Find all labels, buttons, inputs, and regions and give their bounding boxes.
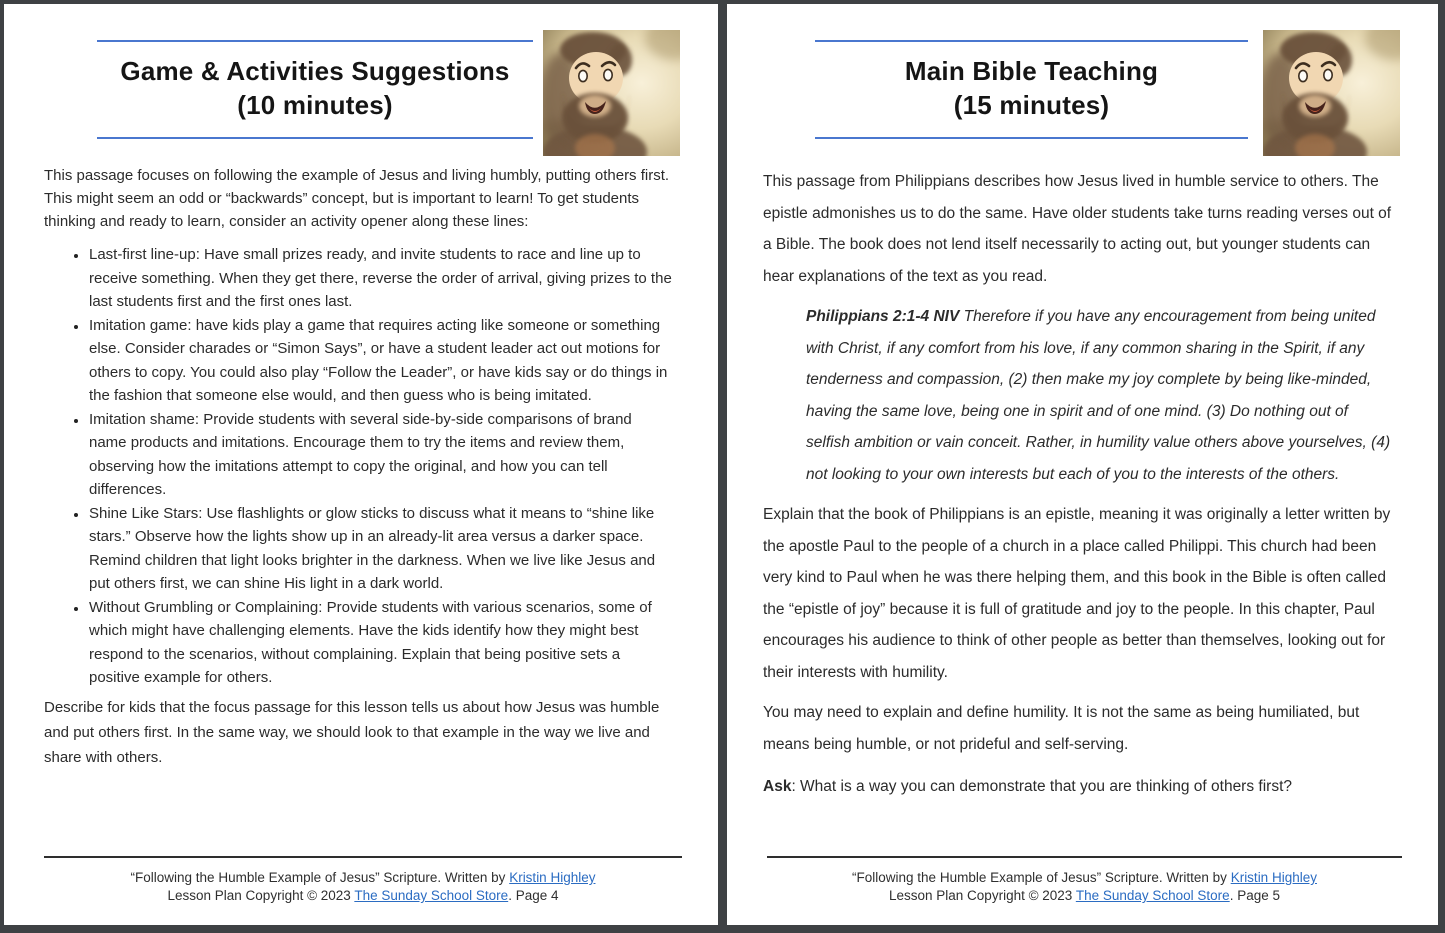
store-link[interactable]: The Sunday School Store bbox=[354, 888, 509, 903]
ask-paragraph bbox=[763, 771, 1396, 803]
document-page-5 bbox=[727, 4, 1438, 925]
page-footer bbox=[767, 856, 1402, 905]
author-link[interactable]: Kristin Highley bbox=[1230, 870, 1317, 885]
footer-copyright-text: Lesson Plan Copyright © 2023 bbox=[889, 888, 1076, 903]
store-link[interactable]: The Sunday School Store bbox=[1075, 888, 1230, 903]
page-title-line2: (15 minutes) bbox=[953, 90, 1110, 120]
footer-copyright-text: Lesson Plan Copyright © 2023 bbox=[167, 888, 355, 903]
footer-line-2 bbox=[44, 887, 682, 905]
header-rule-bottom bbox=[815, 137, 1248, 139]
page-title-line2: (10 minutes) bbox=[237, 90, 393, 120]
page-title-line1: Main Bible Teaching bbox=[904, 56, 1159, 86]
ask-label: Ask bbox=[763, 778, 792, 795]
footer-credit-text: “Following the Humble Example of Jesus” Scripture. Written by bbox=[130, 870, 510, 885]
page-title bbox=[97, 42, 533, 137]
list-item: • Shine Like Stars: Use flashlights or glow sticks to discuss what it means to “shine like stars.” Observe how the lights show up in an already-lit area versus a darker space. Remind children that light looks brighter in the darkness. When we live like Jesus and put others first, we can shine His light in a dark world. bbox=[88, 502, 672, 596]
ask-question: : What is a way you can demonstrate that you are thinking of others first? bbox=[791, 778, 1292, 795]
page-content bbox=[727, 166, 1438, 803]
footer-credit-text: “Following the Humble Example of Jesus” Scripture. Written by bbox=[852, 870, 1231, 885]
footer-line-1 bbox=[44, 869, 682, 887]
title-block bbox=[97, 40, 533, 139]
page-footer bbox=[44, 856, 682, 905]
bearded-man-illustration bbox=[1263, 30, 1400, 156]
bearded-man-illustration bbox=[543, 30, 680, 156]
document-page-4 bbox=[4, 4, 718, 925]
title-block bbox=[815, 40, 1248, 139]
page-number: . Page 4 bbox=[508, 888, 559, 903]
activity-list bbox=[44, 243, 672, 690]
author-link[interactable]: Kristin Highley bbox=[509, 870, 596, 885]
list-item: • Without Grumbling or Complaining: Provide students with various scenarios, some of which might have challenging elements. Have the kids identify how they might best respond to the scenarios, without complaining. Explain that being positive sets a positive example for others. bbox=[88, 596, 672, 690]
humility-paragraph: You may need to explain and define humility. It is not the same as being humiliated, but means being humble, or not prideful and self-serving. bbox=[763, 704, 1360, 753]
page-header bbox=[727, 4, 1438, 162]
page-number: . Page 5 bbox=[1229, 888, 1280, 903]
footer-line-2 bbox=[767, 887, 1402, 905]
list-item: • Imitation game: have kids play a game that requires acting like someone or something else. Consider charades or “Simon Says”, or have a student leader act out motions for others to copy. You could also play “Follow the Leader”, or have kids say or do things in the fashion that someone else would, and then guess who is being imitated. bbox=[88, 314, 672, 408]
footer-divider bbox=[767, 856, 1402, 858]
explain-paragraph: Explain that the book of Philippians is an epistle, meaning it was originally a letter written by the apostle Paul to the people of a church in a place called Philippi. This church had been very kind to Paul when he was there helping them, and this book in the Bible is often called the “epistle of joy” because it is full of gratitude and joy to the people. In this chapter, Paul encourages his audience to think of other people as better than themselves, looking out for their interests with humility. bbox=[763, 506, 1391, 681]
intro-paragraph: This passage focuses on following the example of Jesus and living humbly, putting others first. This might seem an odd or “backwards” concept, but is important to learn! To get students thinking and ready to learn, consider an activity opener along these lines: bbox=[44, 167, 670, 230]
page-header bbox=[4, 4, 718, 162]
list-item: • Last-first line-up: Have small prizes ready, and invite students to race and line up to receive something. When they get there, reverse the order of arrival, giving prizes to the last students first and the first ones last. bbox=[88, 243, 672, 314]
header-rule-bottom bbox=[97, 137, 533, 139]
scripture-reference: Philippians 2:1-4 NIV bbox=[806, 308, 960, 325]
page-content bbox=[4, 164, 718, 770]
scripture-quote bbox=[806, 301, 1396, 490]
closing-paragraph: Describe for kids that the focus passage for this lesson tells us about how Jesus was humble and put others first. In the same way, we should look to that example in the way we live and share with others. bbox=[44, 698, 660, 766]
list-item: • Imitation shame: Provide students with several side-by-side comparisons of brand name products and imitations. Encourage them to try the items and review them, observing how the imitations attempt to copy the original, and how you can tell differences. bbox=[88, 408, 672, 502]
scripture-text: Therefore if you have any encouragement from being united with Christ, if any comfort from his love, if any common sharing in the Spirit, if any tenderness and compassion, (2) then make my joy complete by being like-minded, having the same love, being one in spirit and of one mind. (3) Do nothing out of selfish ambition or vain conceit. Rather, in humility value others above yourselves, (4) not looking to your own interests but each of you to the interests of the others. bbox=[806, 308, 1391, 483]
footer-line-1 bbox=[767, 869, 1402, 887]
intro-paragraph: This passage from Philippians describes how Jesus lived in humble service to others. The epistle admonishes us to do the same. Have older students take turns reading verses out of a Bible. The book does not lend itself necessarily to acting out, but younger students can hear explanations of the text as you read. bbox=[763, 173, 1392, 285]
page-title bbox=[815, 42, 1248, 137]
footer-divider bbox=[44, 856, 682, 858]
page-title-line1: Game & Activities Suggestions bbox=[120, 56, 510, 86]
